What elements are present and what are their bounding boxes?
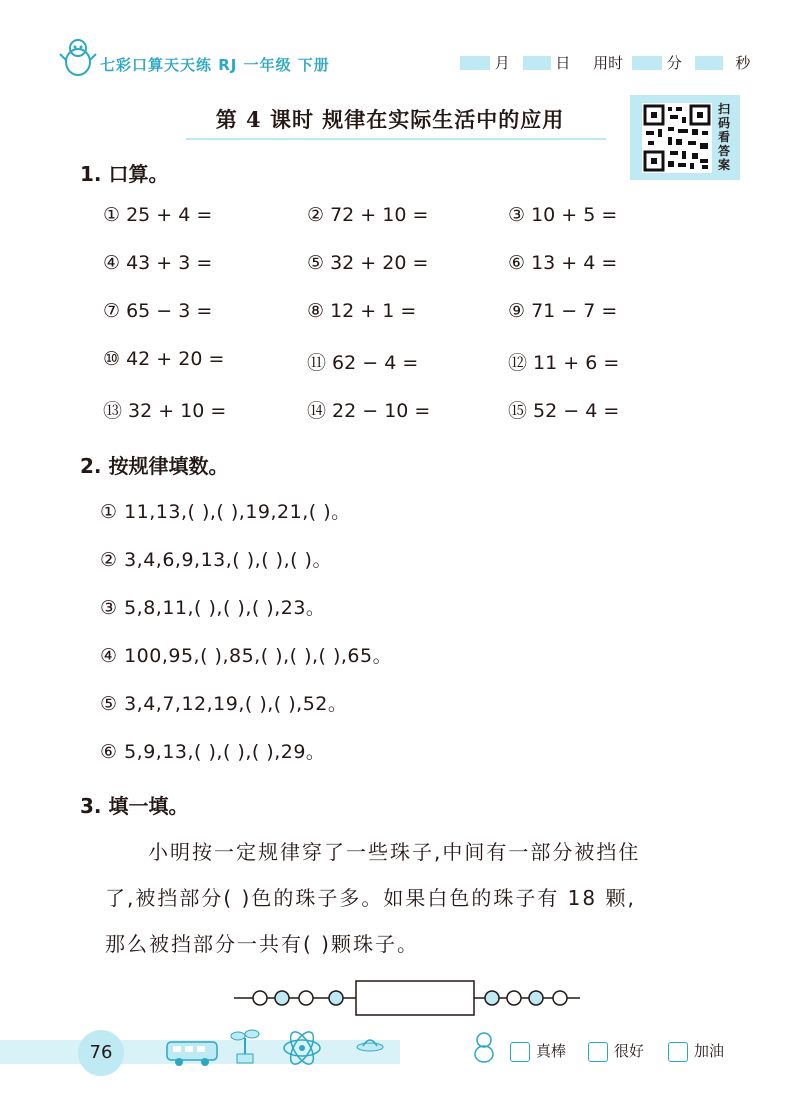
sequence-item: ⑥ 5,9,13,( ),( ),( ),29。 <box>100 741 326 763</box>
problem: ⑩ 42 + 20 = <box>103 348 225 370</box>
book-brand: 七彩口算天天练 RJ 一年级 下册 <box>100 56 330 74</box>
minute-field[interactable] <box>632 56 662 70</box>
bead-white <box>507 991 521 1005</box>
sequence-item: ② 3,4,6,9,13,( ),( ),( )。 <box>100 549 332 571</box>
problem: ⑪ 62 − 4 = <box>307 352 419 374</box>
lesson-title: 第 4 课时 规律在实际生活中的应用 <box>215 107 565 132</box>
problem: ⑦ 65 − 3 = <box>103 300 213 322</box>
cover-box <box>356 981 474 1015</box>
ufo-icon <box>355 1034 385 1056</box>
rating-label: 真棒 <box>536 1042 567 1060</box>
checkbox[interactable] <box>588 1042 608 1062</box>
bead-colored <box>275 991 289 1005</box>
bead-colored <box>329 991 343 1005</box>
rating-great[interactable] <box>510 1040 566 1062</box>
problem: ⑧ 12 + 1 = <box>307 300 417 322</box>
problem: ④ 43 + 3 = <box>103 252 213 274</box>
title-underline <box>186 138 606 140</box>
rating-label: 很好 <box>614 1042 645 1060</box>
problem: ⑨ 71 − 7 = <box>508 300 618 322</box>
section-1-title: 1. 口算。 <box>80 162 169 186</box>
bead-white <box>253 991 267 1005</box>
problem: ⑫ 11 + 6 = <box>508 352 620 374</box>
qr-label-char: 看 <box>718 130 731 144</box>
mascot-icon <box>58 36 98 80</box>
problem: ③ 10 + 5 = <box>508 204 618 226</box>
bead-string-figure <box>230 978 590 1018</box>
problem: ① 25 + 4 = <box>103 204 213 226</box>
checkbox[interactable] <box>668 1042 688 1062</box>
atom-icon <box>280 1028 324 1068</box>
sequence-item: ① 11,13,( ),( ),19,21,( )。 <box>100 501 351 523</box>
problem: ⑬ 32 + 10 = <box>103 400 227 422</box>
plant-icon <box>228 1024 262 1064</box>
bead-colored <box>529 991 543 1005</box>
sequence-item: ④ 100,95,( ),85,( ),( ),( ),65。 <box>100 645 393 667</box>
month-field[interactable] <box>460 56 490 70</box>
checkbox[interactable] <box>510 1042 530 1062</box>
day-field[interactable] <box>523 56 551 70</box>
second-field[interactable] <box>695 56 723 70</box>
problem: ⑤ 32 + 20 = <box>307 252 429 274</box>
qr-label-char: 案 <box>718 158 731 172</box>
time-label: 用时 <box>593 54 624 72</box>
second-label: 秒 <box>735 54 751 72</box>
sequence-item: ⑤ 3,4,7,12,19,( ),( ),52。 <box>100 693 348 715</box>
sequence-item: ③ 5,8,11,( ),( ),( ),23。 <box>100 597 326 619</box>
date-fields <box>460 52 750 74</box>
qr-label-char: 答 <box>718 144 731 158</box>
rating-label: 加油 <box>694 1042 725 1060</box>
qr-code-icon[interactable] <box>642 103 712 173</box>
rating-keep-going[interactable] <box>668 1040 724 1062</box>
bead-white <box>553 991 567 1005</box>
problem: ⑮ 52 − 4 = <box>508 400 620 422</box>
bead-white <box>299 991 313 1005</box>
qr-label-char: 码 <box>718 116 731 130</box>
minute-label: 分 <box>666 54 682 72</box>
section-2-title: 2. 按规律填数。 <box>80 454 229 478</box>
problem-text-line: 小明按一定规律穿了一些珠子,中间有一部分被挡住 <box>148 840 641 864</box>
problem-text-line: 那么被挡部分一共有( )颗珠子。 <box>105 932 419 956</box>
problem: ⑭ 22 − 10 = <box>307 400 431 422</box>
qr-label-char: 扫 <box>718 102 731 116</box>
day-label: 日 <box>555 54 571 72</box>
bead-colored <box>485 991 499 1005</box>
problem: ⑥ 13 + 4 = <box>508 252 618 274</box>
month-label: 月 <box>494 54 510 72</box>
problem-text-line: 了,被挡部分( )色的珠子多。如果白色的珠子有 18 颗, <box>105 886 636 910</box>
rating-good[interactable] <box>588 1040 644 1062</box>
problem: ② 72 + 10 = <box>307 204 429 226</box>
qr-label <box>718 102 734 172</box>
bus-icon <box>165 1036 221 1068</box>
section-3-title: 3. 填一填。 <box>80 794 189 818</box>
mascot-footer-icon <box>466 1028 502 1064</box>
page-number: 76 <box>78 1030 124 1076</box>
